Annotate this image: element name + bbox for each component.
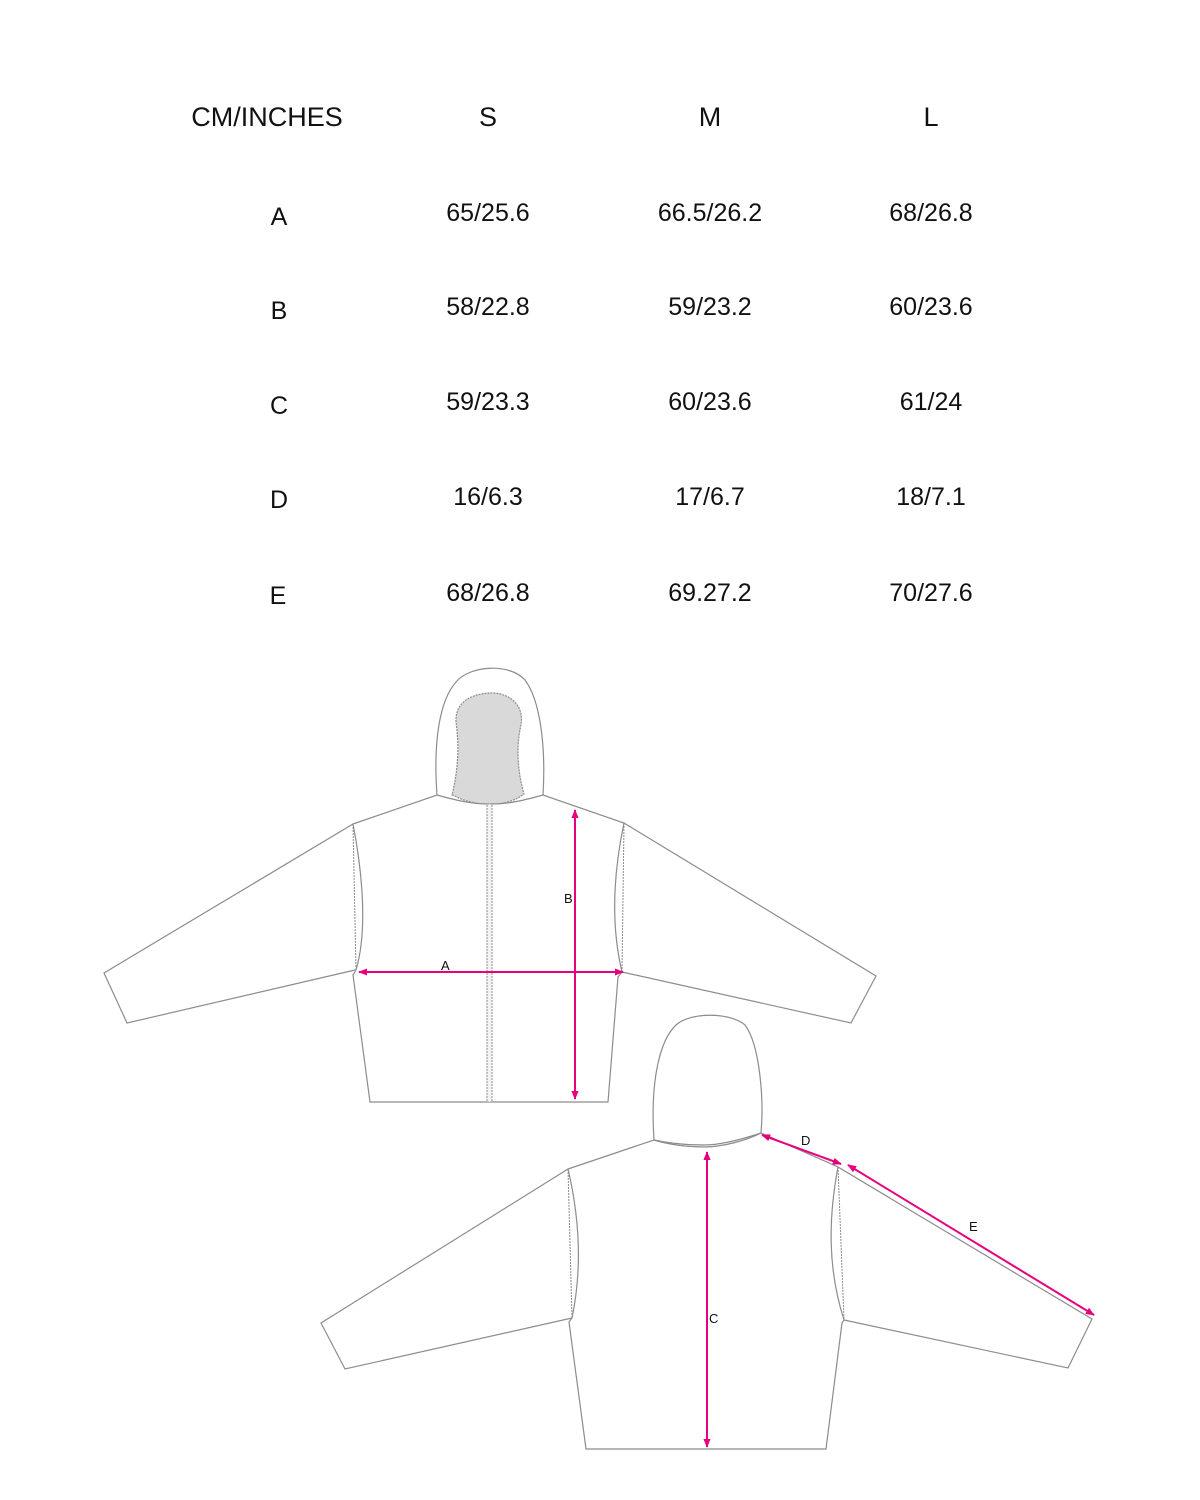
cell-a-s: 65/25.6 [446,199,530,227]
front-right-armhole-seam [622,823,624,972]
row-label-b: B [270,297,288,325]
cell-a-m: 66.5/26.2 [657,199,763,227]
cell-b-s: 58/22.8 [446,293,530,321]
cell-e-m: 69.27.2 [668,579,752,607]
cell-c-l: 61/24 [899,388,963,416]
cell-c-s: 59/23.3 [446,388,530,416]
cell-e-l: 70/27.6 [889,579,973,607]
back-left-sleeve [321,1169,572,1369]
measure-line-e [848,1165,1094,1315]
measure-label-b: B [564,891,573,906]
header-size-m: M [698,102,722,132]
cell-d-m: 17/6.7 [675,483,745,511]
cell-d-l: 18/7.1 [896,483,966,511]
cell-c-m: 60/23.6 [668,388,752,416]
measure-label-a: A [441,958,450,973]
row-label-d: D [269,486,289,514]
back-right-sleeve [838,1167,1092,1368]
header-size-l: L [923,102,939,132]
front-right-sleeve [622,823,876,1023]
cell-b-m: 59/23.2 [668,293,752,321]
row-label-a: A [270,203,288,231]
cell-a-l: 68/26.8 [889,199,973,227]
back-hood [653,1015,762,1145]
front-view [104,668,876,1102]
front-zipper [487,804,492,1102]
row-label-c: C [269,392,289,420]
back-right-armhole-seam [838,1167,844,1320]
row-label-e: E [269,582,287,610]
cell-b-l: 60/23.6 [889,293,973,321]
measure-label-d: D [801,1133,811,1148]
back-left-armhole-seam [568,1169,572,1318]
measure-label-c: C [709,1311,719,1326]
measure-label-e: E [969,1219,978,1234]
header-unit: CM/INCHES [191,102,343,132]
cell-d-s: 16/6.3 [453,483,523,511]
cell-e-s: 68/26.8 [446,579,530,607]
front-hood-lining [452,693,524,805]
front-left-armhole-seam [353,824,356,970]
front-left-sleeve [104,824,355,1023]
header-size-s: S [478,102,497,132]
